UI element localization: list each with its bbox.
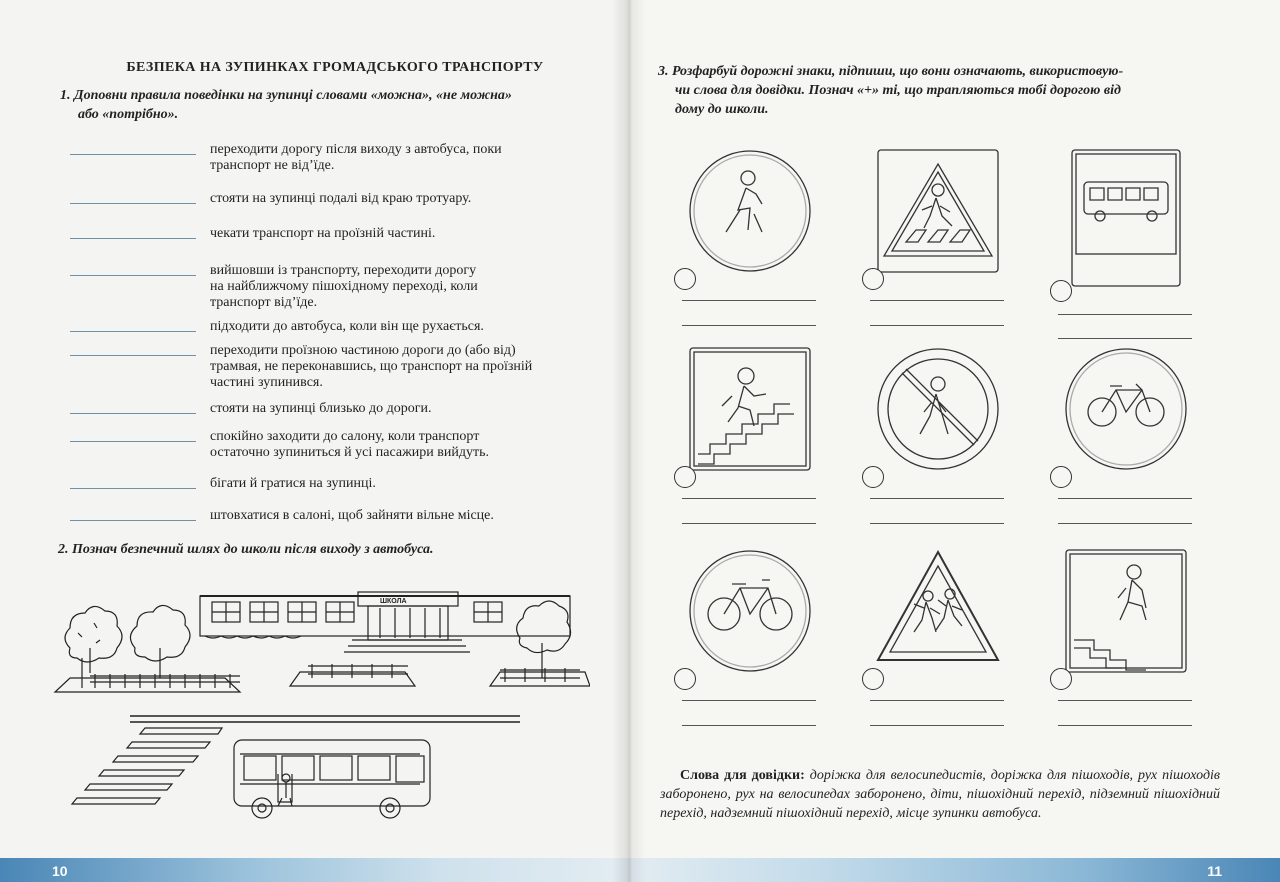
sign-answer-line[interactable] bbox=[682, 700, 816, 701]
reference-label: Слова для довідки: bbox=[680, 768, 805, 783]
page-number: 10 bbox=[52, 863, 68, 879]
rule-text-line: вийшовши із транспорту, переходити дорогу bbox=[210, 263, 477, 278]
no-bicycles-sign-icon[interactable] bbox=[688, 548, 812, 674]
task-1-heading-cont: або «потрібно». bbox=[78, 107, 179, 122]
rule-text-line: штовхатися в салоні, щоб зайняти вільне місце. bbox=[210, 508, 494, 523]
sign-answer-line[interactable] bbox=[870, 300, 1004, 301]
task-3-heading-cont: чи слова для довідки. Познач «+» ті, що трапляються тобі дорогою від bbox=[675, 83, 1121, 98]
sign-answer-line[interactable] bbox=[682, 498, 816, 499]
mark-plus-checkbox[interactable] bbox=[862, 268, 884, 290]
rule-text bbox=[210, 319, 600, 335]
rule-text-line: бігати й гратися на зупинці. bbox=[210, 476, 376, 491]
rule-text-line: на найближчому пішохідному переході, коли bbox=[210, 279, 478, 294]
mark-plus-checkbox[interactable] bbox=[1050, 668, 1072, 690]
rule-text bbox=[210, 508, 600, 524]
underground-crossing-sign-icon[interactable] bbox=[688, 346, 812, 472]
sign-answer-line[interactable] bbox=[870, 498, 1004, 499]
sign-answer-line[interactable] bbox=[1058, 725, 1192, 726]
answer-blank[interactable] bbox=[70, 238, 196, 239]
mark-plus-checkbox[interactable] bbox=[1050, 466, 1072, 488]
sign-answer-line[interactable] bbox=[870, 523, 1004, 524]
footer-bar bbox=[0, 858, 632, 882]
rule-text-line: переходити проїзною частиною дороги до (або від) bbox=[210, 343, 516, 358]
mark-plus-checkbox[interactable] bbox=[862, 466, 884, 488]
mark-plus-checkbox[interactable] bbox=[674, 466, 696, 488]
rule-text bbox=[210, 343, 600, 391]
no-pedestrians-sign-icon[interactable] bbox=[876, 346, 1000, 472]
sign-answer-line[interactable] bbox=[1058, 338, 1192, 339]
answer-blank[interactable] bbox=[70, 413, 196, 414]
left-page bbox=[0, 0, 632, 882]
rule-text bbox=[210, 142, 600, 174]
sign-answer-line[interactable] bbox=[1058, 523, 1192, 524]
sign-answer-line[interactable] bbox=[682, 325, 816, 326]
answer-blank[interactable] bbox=[70, 441, 196, 442]
rule-text-line: спокійно заходити до салону, коли транспорт bbox=[210, 429, 480, 444]
school-bus-stop-illustration[interactable] bbox=[50, 578, 590, 828]
rule-text bbox=[210, 263, 600, 311]
bus-stop-sign-icon[interactable] bbox=[1064, 148, 1188, 288]
mark-plus-checkbox[interactable] bbox=[674, 668, 696, 690]
sign-answer-line[interactable] bbox=[870, 700, 1004, 701]
rule-text bbox=[210, 429, 600, 461]
task-3-heading: 3. Розфарбуй дорожні знаки, підпиши, що вони означають, використовую- bbox=[658, 64, 1124, 79]
sign-answer-line[interactable] bbox=[682, 725, 816, 726]
rule-text bbox=[210, 401, 600, 417]
sign-answer-line[interactable] bbox=[682, 523, 816, 524]
school-label: ШКОЛА bbox=[380, 598, 407, 605]
children-sign-icon[interactable] bbox=[876, 548, 1000, 674]
sign-answer-line[interactable] bbox=[1058, 314, 1192, 315]
sign-answer-line[interactable] bbox=[682, 300, 816, 301]
mark-plus-checkbox[interactable] bbox=[862, 668, 884, 690]
bicycle-path-sign-icon[interactable] bbox=[1064, 346, 1188, 472]
mark-plus-checkbox[interactable] bbox=[1050, 280, 1072, 302]
tree-icon bbox=[130, 605, 190, 678]
book-gutter bbox=[612, 0, 646, 882]
task-1-heading: 1. Доповни правила поведінки на зупинці словами «можна», «не можна» bbox=[60, 88, 512, 103]
rule-text-line: стояти на зупинці близько до дороги. bbox=[210, 401, 432, 416]
rule-text-line: стояти на зупинці подалі від краю тротуару. bbox=[210, 191, 472, 206]
bus-icon bbox=[234, 740, 430, 818]
answer-blank[interactable] bbox=[70, 488, 196, 489]
overhead-crossing-sign-icon[interactable] bbox=[1064, 548, 1188, 674]
answer-blank[interactable] bbox=[70, 203, 196, 204]
zebra-crossing bbox=[72, 728, 222, 804]
rule-text-line: транспорт не від’їде. bbox=[210, 158, 335, 173]
sign-answer-line[interactable] bbox=[870, 725, 1004, 726]
task-2-heading: 2. Познач безпечний шлях до школи після виходу з автобуса. bbox=[58, 542, 434, 557]
rule-text-line: транспорт від’їде. bbox=[210, 295, 318, 310]
answer-blank[interactable] bbox=[70, 275, 196, 276]
sign-answer-line[interactable] bbox=[1058, 700, 1192, 701]
tree-icon bbox=[517, 601, 571, 678]
rule-text bbox=[210, 226, 600, 242]
page-number: 11 bbox=[1207, 863, 1222, 879]
sign-answer-line[interactable] bbox=[870, 325, 1004, 326]
pedestrian-path-sign-icon[interactable] bbox=[688, 148, 812, 274]
mark-plus-checkbox[interactable] bbox=[674, 268, 696, 290]
pedestrian-crossing-sign-icon[interactable] bbox=[876, 148, 1000, 274]
rule-text-line: трамвая, не переконавшись, що транспорт на проїзній bbox=[210, 359, 533, 374]
rule-text-line: остаточно зупиниться й усі пасажири вийдуть. bbox=[210, 445, 489, 460]
page-title: БЕЗПЕКА НА ЗУПИНКАХ ГРОМАДСЬКОГО ТРАНСПОРТУ bbox=[126, 60, 544, 75]
answer-blank[interactable] bbox=[70, 355, 196, 356]
answer-blank[interactable] bbox=[70, 520, 196, 521]
reference-text: доріжка для велосипедистів, доріжка для пішоходів, рух пішоходів заборонено, рух на велосипедах заборонено, діти, пішохідний перехід, підземний пішохідний перехід, надземний пішохідний перехід, місце зупинки автобуса. bbox=[660, 768, 1220, 821]
answer-blank[interactable] bbox=[70, 331, 196, 332]
rule-text bbox=[210, 476, 600, 492]
rule-text bbox=[210, 191, 600, 207]
rule-text-line: частині зупинився. bbox=[210, 375, 323, 390]
rule-text-line: переходити дорогу після виходу з автобуса, поки bbox=[210, 142, 502, 157]
rule-text-line: чекати транспорт на проїзній частині. bbox=[210, 226, 436, 241]
sign-answer-line[interactable] bbox=[1058, 498, 1192, 499]
reference-words bbox=[660, 766, 1220, 823]
answer-blank[interactable] bbox=[70, 154, 196, 155]
footer-bar bbox=[622, 858, 1280, 882]
task-3-heading-cont2: дому до школи. bbox=[675, 102, 769, 117]
rule-text-line: підходити до автобуса, коли він ще рухається. bbox=[210, 319, 484, 334]
